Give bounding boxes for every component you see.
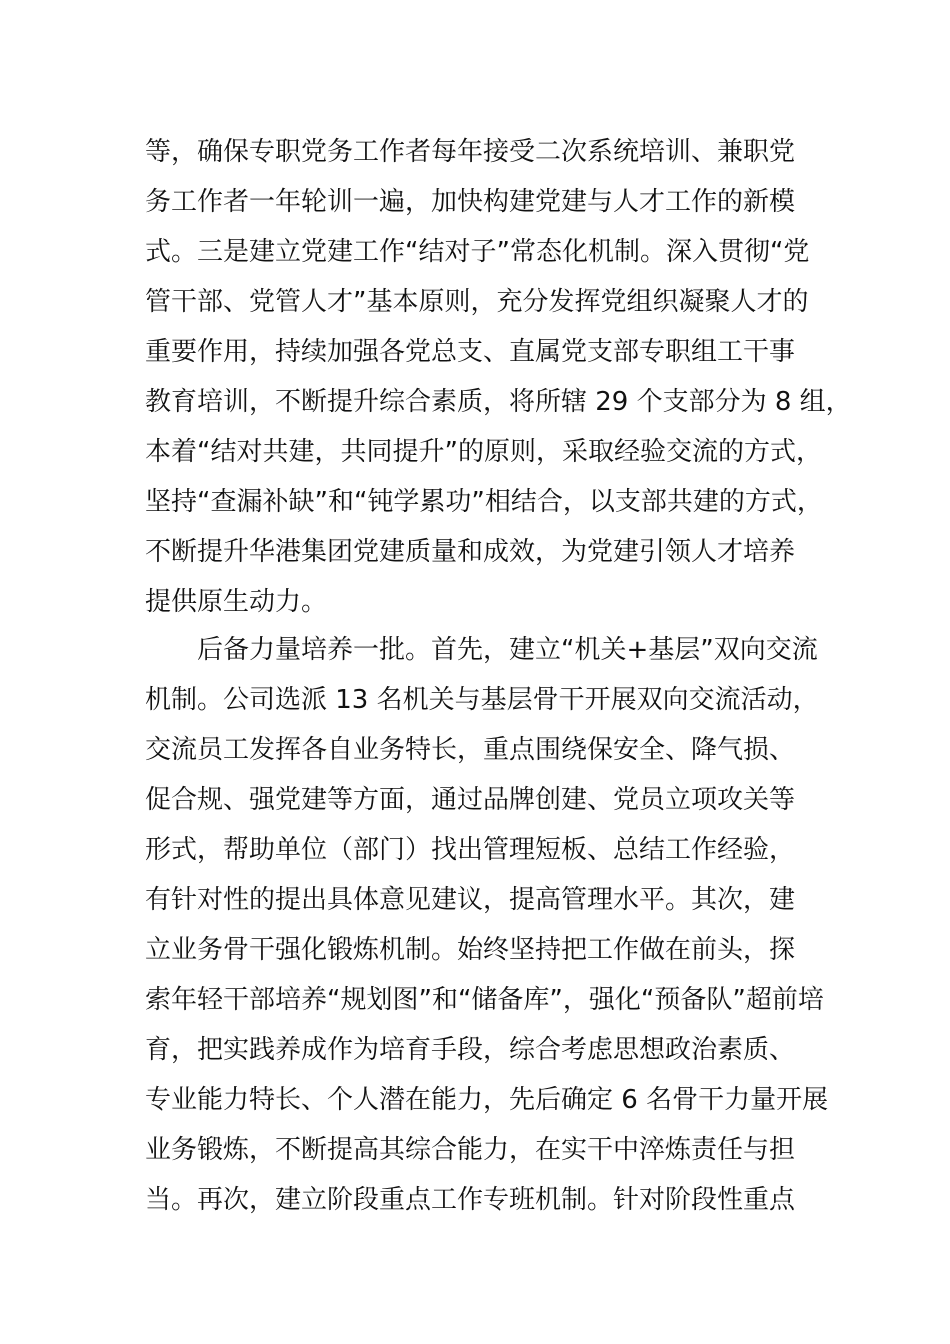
paragraph-1	[145, 127, 852, 627]
paragraph-line: 本着“结对共建，共同提升”的原则，采取经验交流的方式，	[145, 437, 822, 467]
paragraph-line: 重要作用，持续加强各党总支、直属党支部专职组工干事	[145, 337, 796, 367]
paragraph-line: 有针对性的提出具体意见建议，提高管理水平。其次，建	[145, 885, 796, 915]
paragraph-line: 机制。公司选派 13 名机关与基层骨干开展双向交流活动，	[145, 685, 819, 715]
paragraph-line: 坚持“查漏补缺”和“钝学累功”相结合，以支部共建的方式，	[145, 487, 823, 517]
paragraph-line: 不断提升华港集团党建质量和成效，为党建引领人才培养	[145, 537, 796, 567]
paragraph-line: 形式，帮助单位（部门）找出管理短板、总结工作经验，	[145, 835, 796, 865]
paragraph-line: 提供原生动力。	[145, 587, 328, 617]
paragraph-line: 业务锻炼，不断提高其综合能力，在实干中淬炼责任与担	[145, 1135, 796, 1165]
paragraph-line: 立业务骨干强化锻炼机制。始终坚持把工作做在前头，探	[145, 935, 796, 965]
paragraph-line: 专业能力特长、个人潜在能力，先后确定 6 名骨干力量开展	[145, 1085, 829, 1115]
paragraph-line: 后备力量培养一批。首先，建立“机关+基层”双向交流	[145, 635, 818, 665]
paragraph-line: 索年轻干部培养“规划图”和“储备库”，强化“预备队”超前培	[145, 985, 824, 1015]
paragraph-line: 交流员工发挥各自业务特长，重点围绕保安全、降气损、	[145, 735, 796, 765]
paragraph-line: 等，确保专职党务工作者每年接受二次系统培训、兼职党	[145, 137, 796, 167]
paragraph-line: 促合规、强党建等方面，通过品牌创建、党员立项攻关等	[145, 785, 796, 815]
paragraph-line: 育，把实践养成作为培育手段，综合考虑思想政治素质、	[145, 1035, 796, 1065]
paragraph-line: 管干部、党管人才”基本原则，充分发挥党组织凝聚人才的	[145, 287, 809, 317]
paragraph-line: 教育培训，不断提升综合素质，将所辖 29 个支部分为 8 组，	[145, 387, 852, 417]
paragraph-line: 当。再次，建立阶段重点工作专班机制。针对阶段性重点	[145, 1185, 796, 1215]
paragraph-line: 式。三是建立党建工作“结对子”常态化机制。深入贯彻“党	[145, 237, 810, 267]
paragraph-2	[145, 625, 829, 1225]
paragraph-line: 务工作者一年轮训一遍，加快构建党建与人才工作的新模	[145, 187, 796, 217]
